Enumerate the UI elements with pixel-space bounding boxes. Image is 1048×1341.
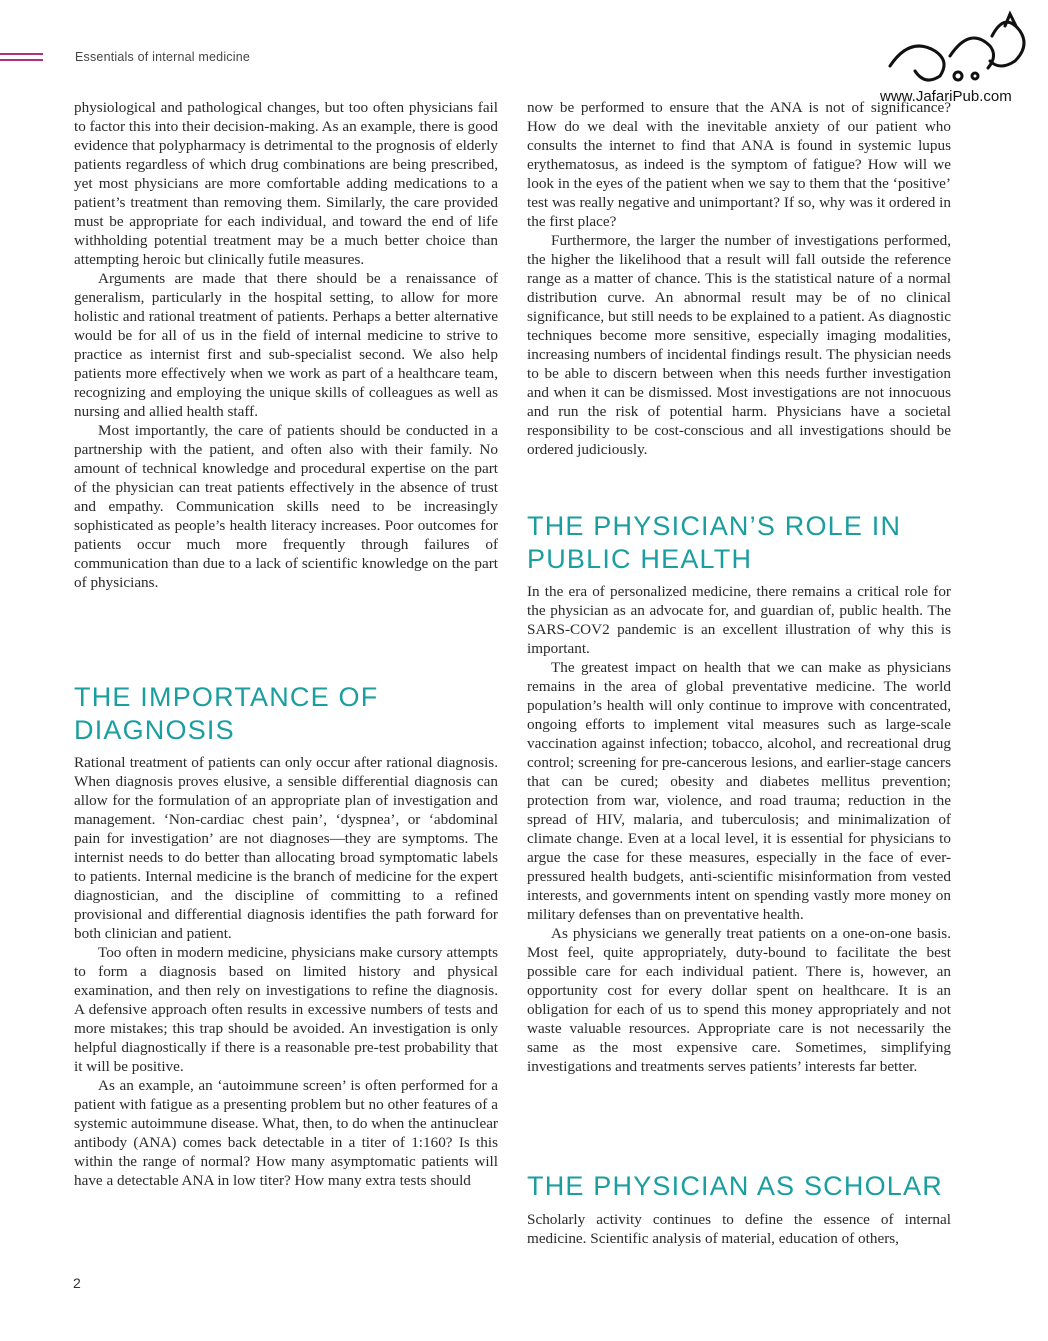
paragraph: The greatest impact on health that we can make as physicians remains in the area of global preventative medicine. The world population’s health will only continue to improve with concentrated, ongoing efforts to implement vital measures such as large-scale vaccination against infection; tobacco, alcohol, and recreational drug control; screening for pre-cancerous lesions, and earlier-stage cancers that can be cured; obesity and diabetes mellitus prevention; protection from war, violence, and road trauma; reduction in the spread of HIV, malaria, and tuberculosis; and minimalization of climate change. Even at a local level, it is essential for physicians to argue the case for these measures, especially in the face of ever-pressured health budgets, anti-scientific misinformation from vested interests, and governments intent on spending vastly more money on military defenses than on preventative health.	[527, 659, 951, 923]
paragraph: Arguments are made that there should be a renaissance of generalism, particularly in the hospital setting, to allow for more holistic and rational treatment of patients. Perhaps a better alternative would be for all of us in the field of internal medicine to strive to practice as internist first and sub-specialist second. We also help patients more effectively when we work as part of a healthcare team, recognizing and employing the unique skills of colleagues as well as nursing and allied health staff.	[74, 270, 498, 420]
paragraph: As physicians we generally treat patients on a one-on-one basis. Most feel, quite appropriately, duty-bound to facilitate the best possible care for each individual patient. There is, however, an opportunity cost for every dollar spent on healthcare. It is an obligation for each of us to spend this money appropriately and not waste valuable resources. Appropriate care is not necessarily the same as the most expensive care. Sometimes, simplifying investigations and treatments serves patients’ interests far better.	[527, 925, 951, 1075]
section-heading-importance-of-diagnosis	[74, 681, 498, 747]
paragraph: In the era of personalized medicine, there remains a critical role for the physician as an advocate for, and guardian of, public health. The SARS-COV2 pandemic is an excellent illustration of why this is important.	[527, 583, 951, 657]
section-heading-physician-as-scholar: THE PHYSICIAN AS SCHOLAR	[527, 1171, 943, 1201]
heading-line: PUBLIC HEALTH	[527, 544, 753, 574]
paragraph: Scholarly activity continues to define the essence of internal medicine. Scientific analysis of material, education of others,	[527, 1211, 951, 1247]
paragraph: Too often in modern medicine, physicians make cursory attempts to form a diagnosis based on limited history and physical examination, and then rely on investigations to refine the diagnosis. A defensive approach often results in excessive numbers of tests and more mistakes; this trap should be avoided. An investigation is only helpful diagnostically if there is a reasonable pre-test probability that it will be positive.	[74, 944, 498, 1075]
running-head: Essentials of internal medicine	[75, 50, 251, 64]
heading-line: THE IMPORTANCE OF	[74, 682, 379, 712]
header-accent-rule	[0, 53, 43, 55]
public-health-text	[527, 582, 951, 1076]
heading-line: DIAGNOSIS	[74, 715, 235, 745]
section-heading-public-health	[527, 510, 951, 576]
paragraph: Most importantly, the care of patients should be conducted in a partnership with the patient, and often also with their family. No amount of technical knowledge and procedural expertise on the part of the physician can treat patients effectively in the absence of trust and empathy. Communication skills need to be increasingly sophisticated as people’s health literacy increases. Poor outcomes for patients occur much more frequently through failures of communication than due to a lack of scientific knowledge on the part of physicians.	[74, 422, 498, 591]
paragraph: now be performed to ensure that the ANA is not of significance? How do we deal with the inevitable anxiety of our patient who consults the internet to find that ANA is found in systemic lupus erythematosus, as indeed is the symptom of fatigue? How will we look in the eyes of the patient when we say to them that the ‘positive’ test was really negative and unimportant? If so, why was it ordered in the first place?	[527, 99, 951, 230]
paragraph: Furthermore, the larger the number of investigations performed, the higher the likelihood that a result will fall outside the reference range as a matter of chance. This is the statistical nature of a normal distribution curve. An abnormal result may be of no clinical significance, but still needs to be explained to a patient. As diagnostic techniques become more sensitive, especially imaging modalities, increasing numbers of incidental findings result. The physician needs to be able to discern between when this needs further investigation and when it can be dismissed. Most investigations are not innocuous and run the risk of potential harm. Physicians have a societal responsibility to be cost-conscious and all investigations should be ordered judiciously.	[527, 232, 951, 458]
importance-of-diagnosis-text	[74, 753, 498, 1190]
paragraph: As an example, an ‘autoimmune screen’ is often performed for a patient with fatigue as a presenting problem but no other features of a systemic autoimmune disease. What, then, to do when the antinuclear antibody (ANA) comes back detectable in a titer of 1:160? Is this within the range of normal? How many asymptomatic patients will have a detectable ANA in low titer? How many extra tests should	[74, 1077, 498, 1189]
logo-url: www.JafariPub.com	[880, 88, 1012, 105]
right-column-text	[527, 98, 951, 459]
header-accent-rule	[0, 59, 43, 61]
paragraph: physiological and pathological changes, but too often physicians fail to factor this into their decision-making. As an example, there is good evidence that polypharmacy is detrimental to the prognosis of elderly patients regardless of which drug combinations are being prescribed, yet most physicians are more comfortable adding medications to a patient’s treatment than removing them. Similarly, the care provided must be appropriate for each individual, and toward the end of life withholding potential treatment may be a much better choice than attempting heroic but clinically futile measures.	[74, 99, 498, 268]
paragraph: Rational treatment of patients can only occur after rational diagnosis. When diagnosis proves elusive, a sensible differential diagnosis can allow for the formulation of an appropriate plan of investigation and management. ‘Non-cardiac chest pain’, ‘dyspnea’, or ‘abdominal pain for investigation’ are not diagnoses—they are symptoms. The internist needs to do better than allocating broad symptomatic labels to patients. Internal medicine is the branch of medicine for the expert diagnostician, and the discipline of committing to a refined provisional and differential diagnosis identifies the path forward for both clinician and patient.	[74, 754, 498, 942]
left-column-text	[74, 98, 498, 592]
page-number: 2	[73, 1275, 81, 1291]
physician-as-scholar-text	[527, 1210, 951, 1248]
heading-line: THE PHYSICIAN’S ROLE IN	[527, 511, 902, 541]
